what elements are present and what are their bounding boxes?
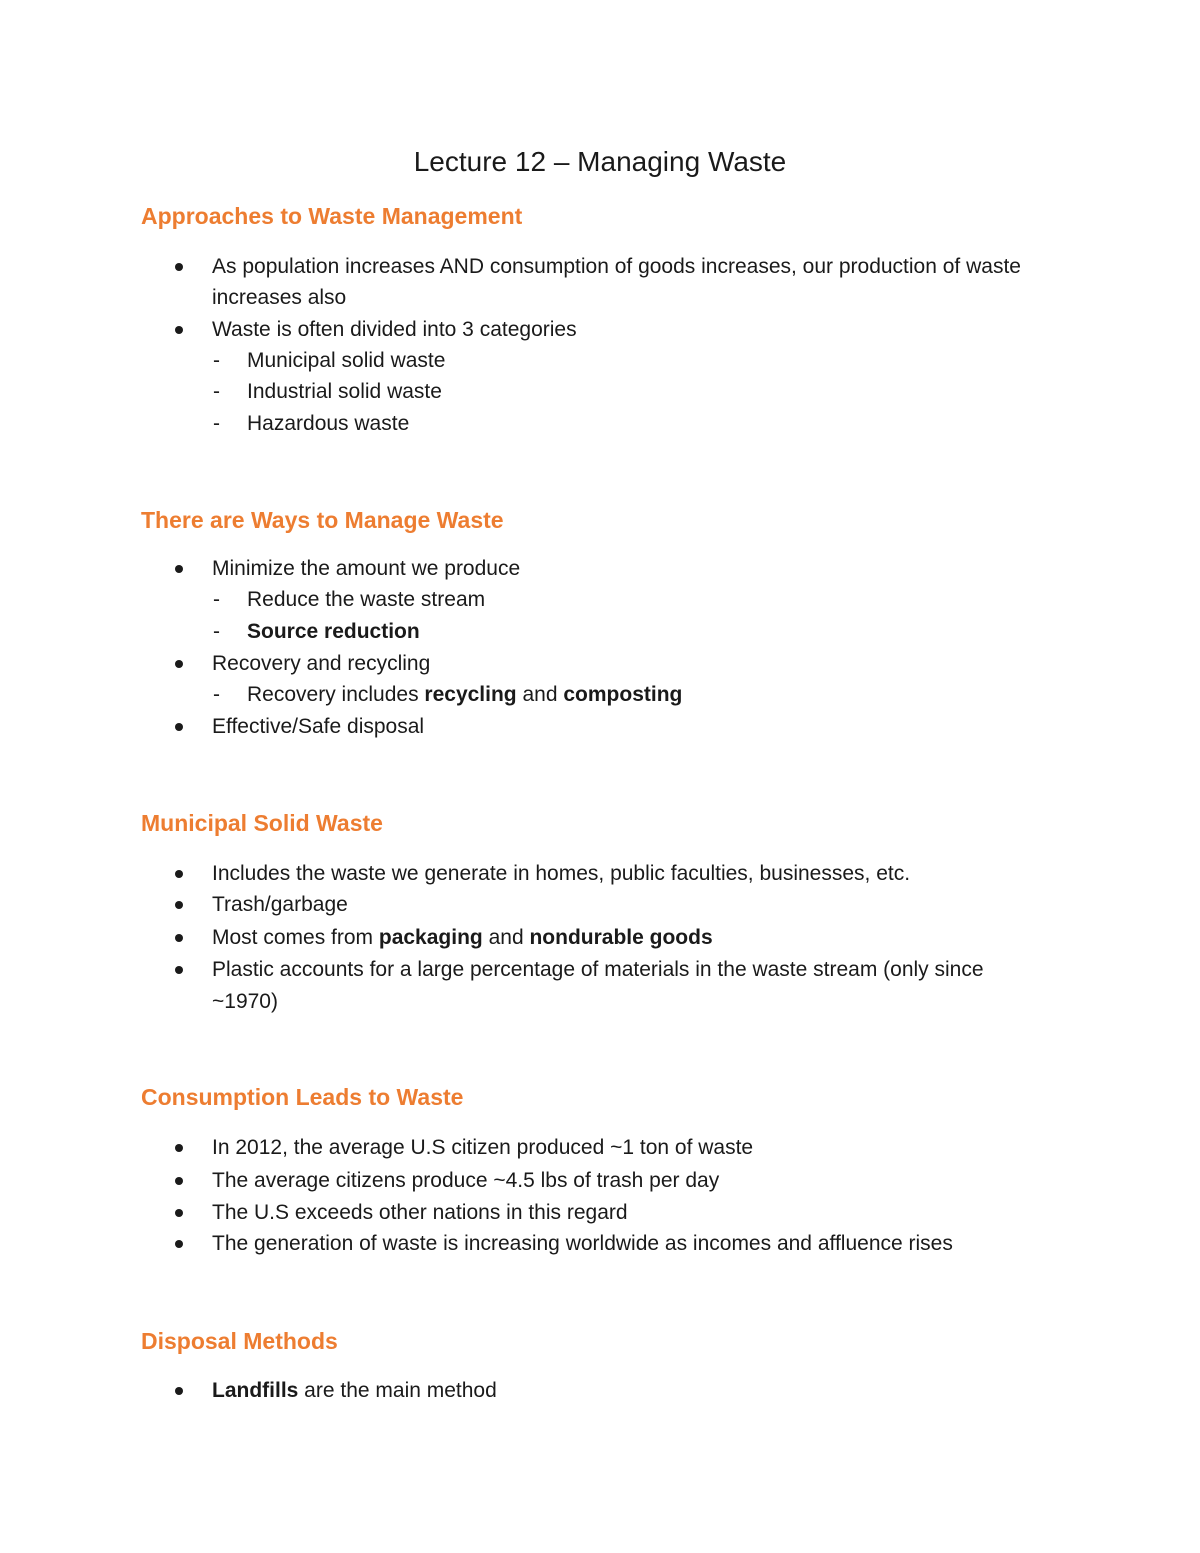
sub-list-item: Municipal solid waste xyxy=(247,349,446,372)
list-item: Includes the waste we generate in homes, public faculties, businesses, etc. xyxy=(212,862,911,885)
sub-list-item: Industrial solid waste xyxy=(247,380,442,403)
dash-marker: - xyxy=(213,412,220,435)
bullet-icon xyxy=(175,870,183,878)
bullet-icon xyxy=(175,723,183,731)
list-item: Effective/Safe disposal xyxy=(212,715,425,738)
bullet-icon xyxy=(175,901,183,909)
sub-list-item: Source reduction xyxy=(247,620,420,643)
bullet-icon xyxy=(175,263,183,271)
bullet-icon xyxy=(175,1387,183,1395)
list-item: Recovery and recycling xyxy=(212,652,431,675)
bullet-icon xyxy=(175,660,183,668)
list-item: The generation of waste is increasing worldwide as incomes and affluence rises xyxy=(212,1232,953,1255)
list-item-continuation: ~1970) xyxy=(212,990,278,1013)
dash-marker: - xyxy=(213,588,220,611)
dash-marker: - xyxy=(213,683,220,706)
list-item: Plastic accounts for a large percentage of materials in the waste stream (only since xyxy=(212,958,984,981)
section-heading: Municipal Solid Waste xyxy=(141,810,383,836)
bullet-icon xyxy=(175,934,183,942)
bullet-icon xyxy=(175,1144,183,1152)
list-item: Landfills are the main method xyxy=(212,1379,497,1402)
section-heading: Consumption Leads to Waste xyxy=(141,1084,464,1110)
page-title: Lecture 12 – Managing Waste xyxy=(413,146,787,177)
sub-list-item: Recovery includes recycling and composting xyxy=(247,683,683,706)
bullet-icon xyxy=(175,565,183,573)
section-heading: Approaches to Waste Management xyxy=(141,203,523,229)
list-item: Most comes from packaging and nondurable goods xyxy=(212,926,713,949)
list-item: Trash/garbage xyxy=(212,893,348,916)
list-item: As population increases AND consumption of goods increases, our production of waste xyxy=(212,255,1021,278)
sub-list-item: Hazardous waste xyxy=(247,412,410,435)
dash-marker: - xyxy=(213,620,220,643)
list-item: Minimize the amount we produce xyxy=(212,557,521,580)
bullet-icon xyxy=(175,1209,183,1217)
dash-marker: - xyxy=(213,349,220,372)
bullet-icon xyxy=(175,326,183,334)
list-item: Waste is often divided into 3 categories xyxy=(212,318,577,341)
bullet-icon xyxy=(175,1240,183,1248)
list-item: The U.S exceeds other nations in this regard xyxy=(212,1201,628,1224)
list-item: In 2012, the average U.S citizen produced ~1 ton of waste xyxy=(212,1136,754,1159)
list-item-continuation: increases also xyxy=(212,286,347,309)
bullet-icon xyxy=(175,966,183,974)
bullet-icon xyxy=(175,1177,183,1185)
list-item: The average citizens produce ~4.5 lbs of trash per day xyxy=(212,1169,720,1192)
section-heading: There are Ways to Manage Waste xyxy=(141,507,504,533)
dash-marker: - xyxy=(213,380,220,403)
section-heading: Disposal Methods xyxy=(141,1328,338,1354)
sub-list-item: Reduce the waste stream xyxy=(247,588,486,611)
